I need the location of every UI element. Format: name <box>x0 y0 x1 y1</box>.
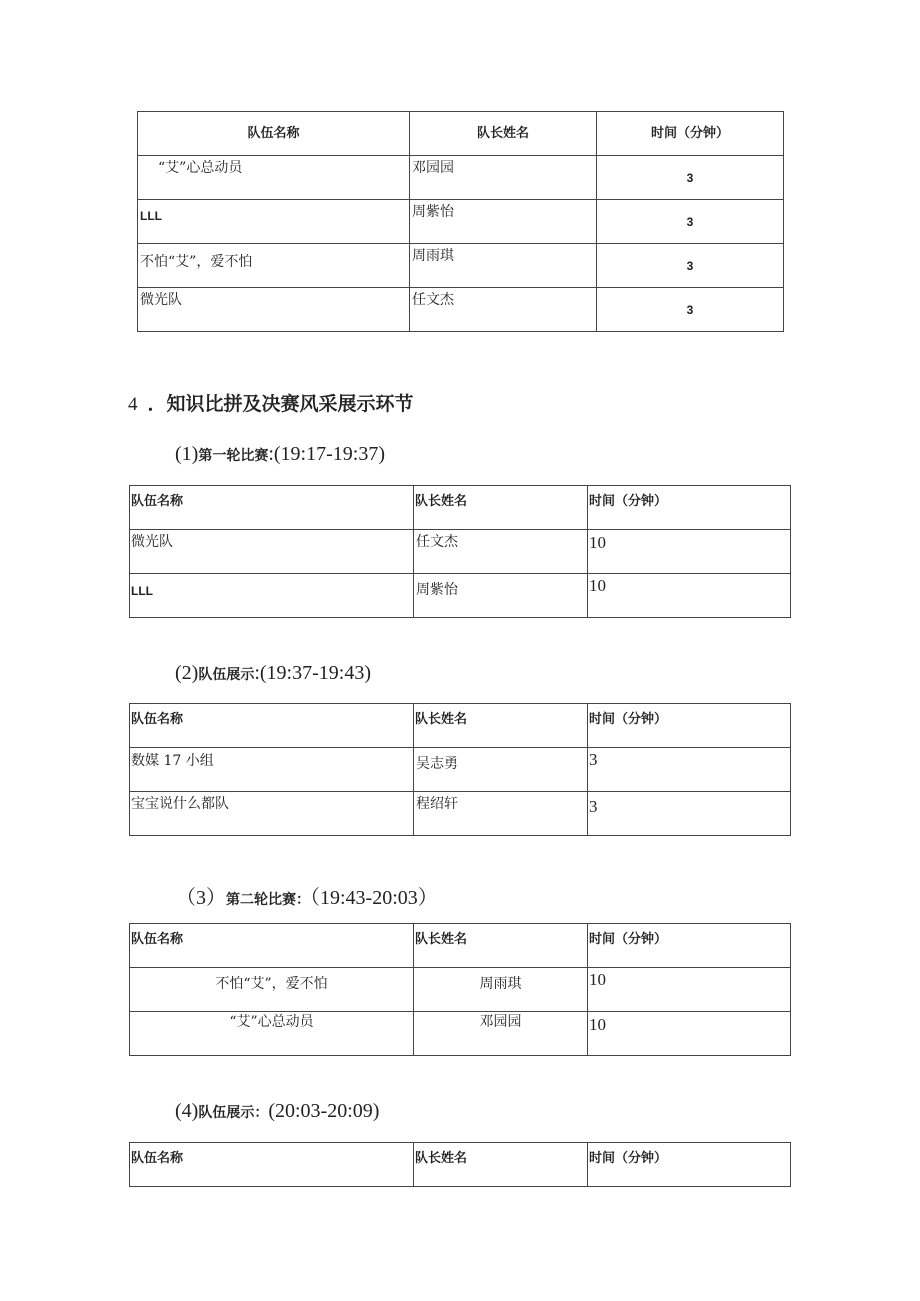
header-time: 时间（分钟） <box>588 1143 791 1187</box>
header-time: 时间（分钟） <box>597 112 784 156</box>
table-row <box>138 200 784 244</box>
table-header-row <box>130 924 791 968</box>
subheading-time: (20:03-20:09) <box>268 1100 380 1122</box>
team-name-cell: “艾”心总动员 <box>130 1012 414 1056</box>
table-header-row <box>130 704 791 748</box>
subheading-time: (19:37-19:43) <box>259 662 371 684</box>
subheading-separator: : <box>268 443 274 465</box>
header-time: 时间（分钟） <box>588 704 791 748</box>
team-name-cell: 不怕“艾”，爱不怕 <box>130 968 414 1012</box>
time-cell: 3 <box>588 748 791 792</box>
table-row <box>130 748 791 792</box>
subheading-prefix: (2) <box>175 662 199 684</box>
header-captain-name: 队长姓名 <box>414 704 588 748</box>
subheading-separator: : <box>254 662 260 684</box>
time-cell: 3 <box>597 288 784 332</box>
table-row <box>138 244 784 288</box>
subheading-prefix: (4) <box>175 1100 199 1122</box>
section-number: 4 <box>128 394 138 415</box>
time-cell: 3 <box>597 156 784 200</box>
time-cell: 10 <box>588 1012 791 1056</box>
table-round-1 <box>129 485 791 618</box>
header-team-name: 队伍名称 <box>138 112 410 156</box>
team-name-cell: 数媒 17 小组 <box>130 748 414 792</box>
subheading-label: 队伍展示： <box>198 1105 269 1121</box>
captain-name-cell: 吴志勇 <box>414 748 588 792</box>
header-captain-name: 队长姓名 <box>410 112 597 156</box>
captain-name-cell: 周紫怡 <box>414 574 588 618</box>
table-header-row <box>138 112 784 156</box>
captain-name-cell: 周雨琪 <box>414 968 588 1012</box>
captain-name-cell: 周紫怡 <box>410 200 597 244</box>
table-showcase-1 <box>129 703 791 836</box>
table-row <box>130 792 791 836</box>
captain-name-cell: 邓园园 <box>410 156 597 200</box>
team-name-cell: “艾”心总动员 <box>138 156 410 200</box>
captain-name-cell: 程绍轩 <box>414 792 588 836</box>
team-name-cell: 不怕“艾”，爱不怕 <box>138 244 410 288</box>
table-showcase-2 <box>129 1142 791 1187</box>
header-captain-name: 队长姓名 <box>414 924 588 968</box>
header-time: 时间（分钟） <box>588 924 791 968</box>
table-row <box>138 288 784 332</box>
header-time: 时间（分钟） <box>588 486 791 530</box>
table-header-row <box>130 486 791 530</box>
time-cell: 3 <box>597 200 784 244</box>
team-name-cell: LLL <box>130 574 414 618</box>
table-row <box>130 530 791 574</box>
time-cell: 3 <box>597 244 784 288</box>
subheading-showcase-1 <box>175 662 371 685</box>
subheading-round-2 <box>176 881 438 910</box>
time-cell: 10 <box>588 968 791 1012</box>
subheading-label: 队伍展示 <box>198 667 255 683</box>
header-team-name: 队伍名称 <box>130 704 414 748</box>
team-name-cell: LLL <box>138 200 410 244</box>
subheading-time: （19:43-20:03） <box>310 887 438 909</box>
header-team-name: 队伍名称 <box>130 924 414 968</box>
team-name-cell: 微光队 <box>138 288 410 332</box>
table-row <box>130 968 791 1012</box>
table-row <box>130 574 791 618</box>
table-team-schedule-1 <box>137 111 784 332</box>
header-team-name: 队伍名称 <box>130 486 414 530</box>
header-team-name: 队伍名称 <box>130 1143 414 1187</box>
captain-name-cell: 邓园园 <box>414 1012 588 1056</box>
subheading-prefix: (1) <box>175 443 199 465</box>
subheading-label: 第一轮比赛 <box>198 448 269 464</box>
table-header-row <box>130 1143 791 1187</box>
header-captain-name: 队长姓名 <box>414 486 588 530</box>
section-title: ．知识比拼及决赛风采展示环节 <box>147 393 414 415</box>
time-cell: 10 <box>588 530 791 574</box>
captain-name-cell: 任文杰 <box>414 530 588 574</box>
table-row <box>130 1012 791 1056</box>
time-cell: 3 <box>588 792 791 836</box>
table-row <box>138 156 784 200</box>
subheading-label: 第二轮比赛： <box>226 892 310 908</box>
subheading-showcase-2 <box>175 1100 379 1123</box>
team-name-cell: 宝宝说什么都队 <box>130 792 414 836</box>
captain-name-cell: 任文杰 <box>410 288 597 332</box>
section-heading <box>128 389 414 416</box>
team-name-cell: 微光队 <box>130 530 414 574</box>
header-captain-name: 队长姓名 <box>414 1143 588 1187</box>
subheading-time: (19:17-19:37) <box>273 443 385 465</box>
subheading-round-1 <box>175 443 385 466</box>
subheading-prefix: （3） <box>176 887 226 909</box>
captain-name-cell: 周雨琪 <box>410 244 597 288</box>
table-round-2 <box>129 923 791 1056</box>
time-cell: 10 <box>588 574 791 618</box>
